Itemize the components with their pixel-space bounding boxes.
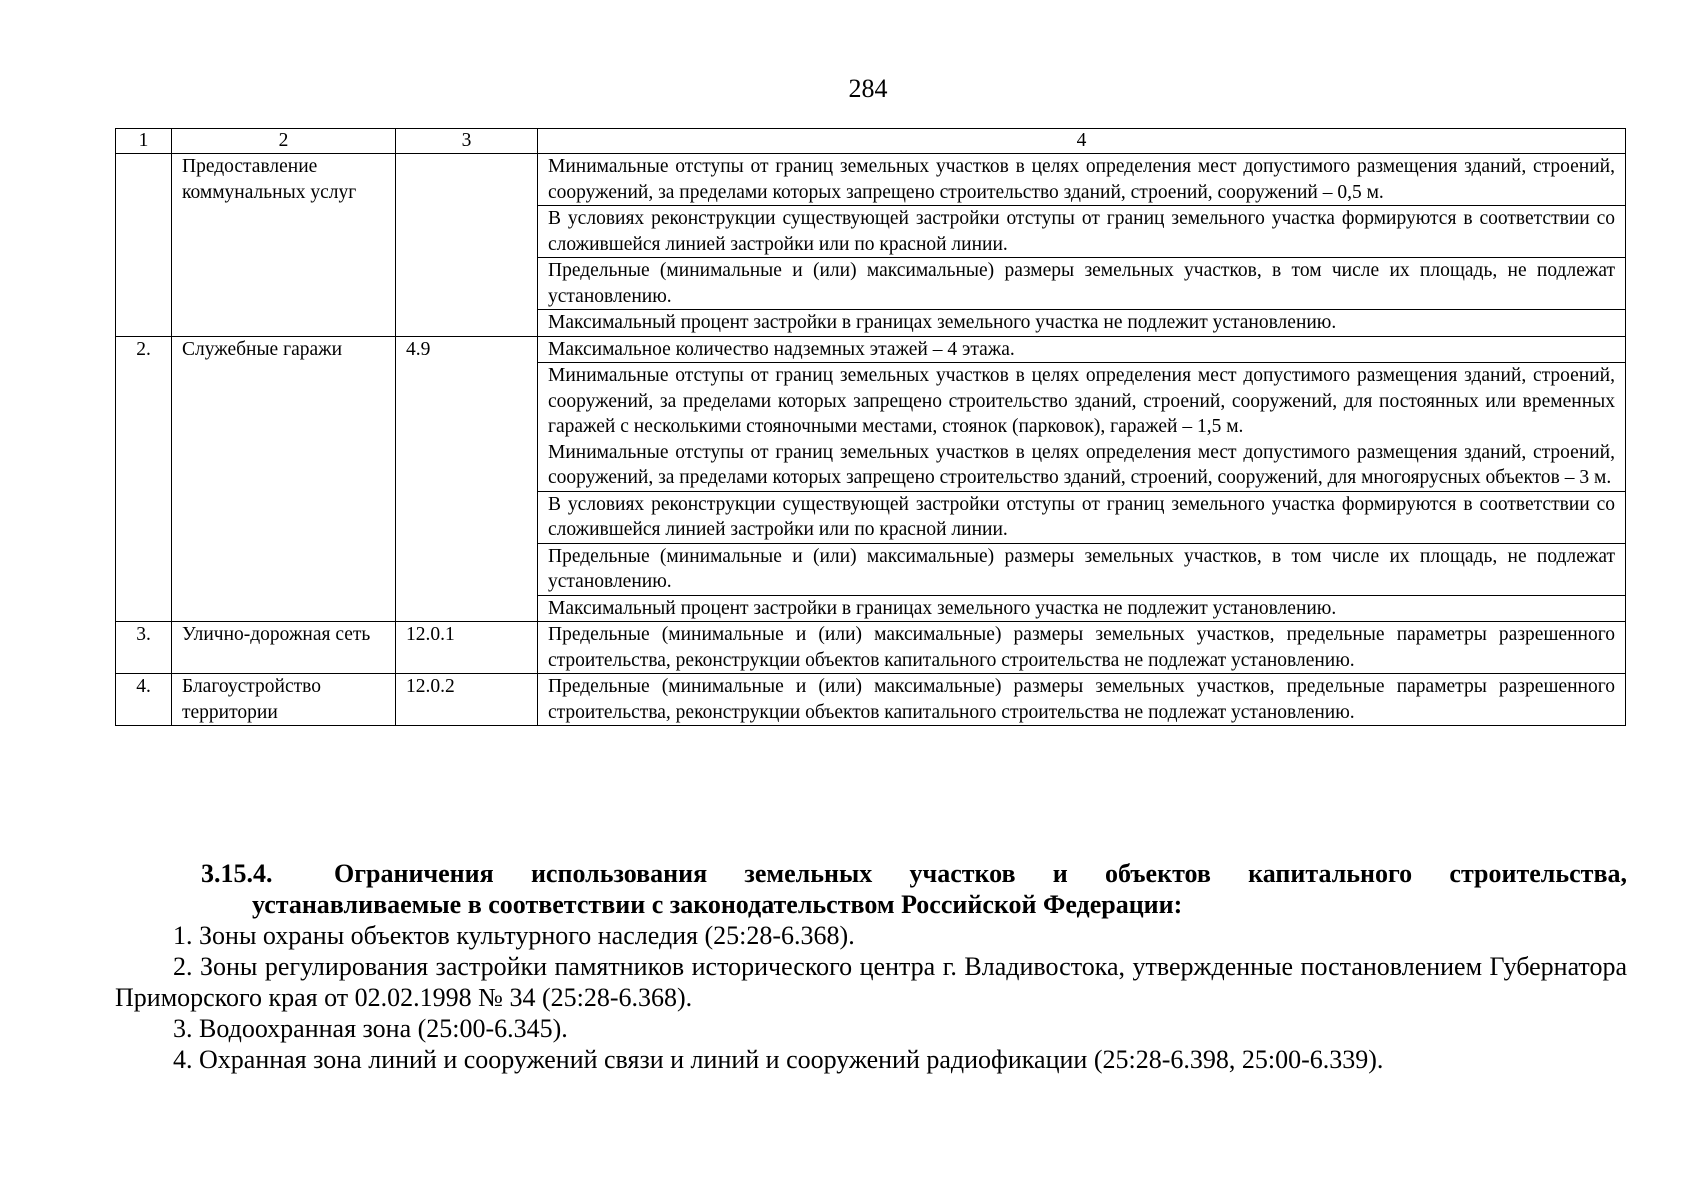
row-name: Предоставление коммунальных услуг [172,154,396,337]
row-number [116,154,172,337]
list-item: 1. Зоны охраны объектов культурного наследия (25:28-6.368). [173,921,855,950]
requirement-paragraph: Минимальные отступы от границ земельных участков в целях определения мест допустимого размещения зданий, строений, сооружений, за пределами которых запрещено строительство зданий, строений, сооружений, для многоярусных объектов – 3 м. [548,441,1615,488]
row-number: 4. [116,674,172,726]
requirement-cell: Максимальный процент застройки в границах земельного участка не подлежит установлению. [538,595,1626,622]
table-row [116,336,1626,363]
requirement-cell [538,363,1626,492]
row-name: Служебные гаражи [172,336,396,622]
table-row [116,674,1626,726]
table-row [116,622,1626,674]
requirement-cell: Максимальный процент застройки в границах земельного участка не подлежит установлению. [538,310,1626,337]
row-name: Благоустройство территории [172,674,396,726]
table-row [116,154,1626,206]
section-heading-line-1 [201,858,1627,889]
requirement-cell: Предельные (минимальные и (или) максимальные) размеры земельных участков, предельные параметры разрешенного строительства, реконструкции объектов капитального строительства не подлежат установлению. [538,674,1626,726]
row-code: 12.0.1 [396,622,538,674]
section-title-part-1: Ограничения использования земельных участков и объектов капитального строительства, [334,859,1627,888]
restrictions-section [115,858,1627,1075]
column-header: 1 [116,129,172,154]
section-number: 3.15.4. [201,859,273,888]
regulations-table [115,128,1626,726]
row-code: 12.0.2 [396,674,538,726]
page-number: 284 [848,74,888,103]
list-item: 4. Охранная зона линий и сооружений связи и линий и сооружений радиофикации (25:28-6.398, 25:00-6.339). [173,1045,1384,1074]
column-header: 2 [172,129,396,154]
section-title-part-2: устанавливаемые в соответствии с законодательством Российской Федерации: [252,890,1183,919]
table-header-row [116,129,1626,154]
requirement-cell: Предельные (минимальные и (или) максимальные) размеры земельных участков, в том числе их площадь, не подлежат установлению. [538,258,1626,310]
requirement-cell: В условиях реконструкции существующей застройки отступы от границ земельного участка формируются в соответствии со сложившейся линией застройки или по красной линии. [538,491,1626,543]
list-item: 2. Зоны регулирования застройки памятников исторического центра г. Владивостока, утвержденные постановлением Губернатора Приморского края от 02.02.1998 № 34 (25:28-6.368). [115,952,1627,1012]
requirement-paragraph: Минимальные отступы от границ земельных участков в целях определения мест допустимого размещения зданий, строений, сооружений, за пределами которых запрещено строительство зданий, строений, сооружений, для постоянных или временных гаражей с несколькими стояночными местами, стоянок (парковок), гаражей – 1,5 м. [548,365,1615,437]
requirement-cell: Предельные (минимальные и (или) максимальные) размеры земельных участков, предельные параметры разрешенного строительства, реконструкции объектов капитального строительства не подлежат установлению. [538,622,1626,674]
list-item: 3. Водоохранная зона (25:00-6.345). [173,1014,568,1043]
row-code: 4.9 [396,336,538,622]
row-name: Улично-дорожная сеть [172,622,396,674]
requirement-cell: В условиях реконструкции существующей застройки отступы от границ земельного участка формируются в соответствии со сложившейся линией застройки или по красной линии. [538,206,1626,258]
row-number: 2. [116,336,172,622]
row-code [396,154,538,337]
section-heading [115,858,1627,920]
requirement-cell: Максимальное количество надземных этажей – 4 этажа. [538,336,1626,363]
requirement-cell: Минимальные отступы от границ земельных участков в целях определения мест допустимого размещения зданий, строений, сооружений, за пределами которых запрещено строительство зданий, строений, сооружений – 0,5 м. [538,154,1626,206]
requirement-cell: Предельные (минимальные и (или) максимальные) размеры земельных участков, в том числе их площадь, не подлежат установлению. [538,543,1626,595]
column-header: 3 [396,129,538,154]
row-number: 3. [116,622,172,674]
column-header: 4 [538,129,1626,154]
